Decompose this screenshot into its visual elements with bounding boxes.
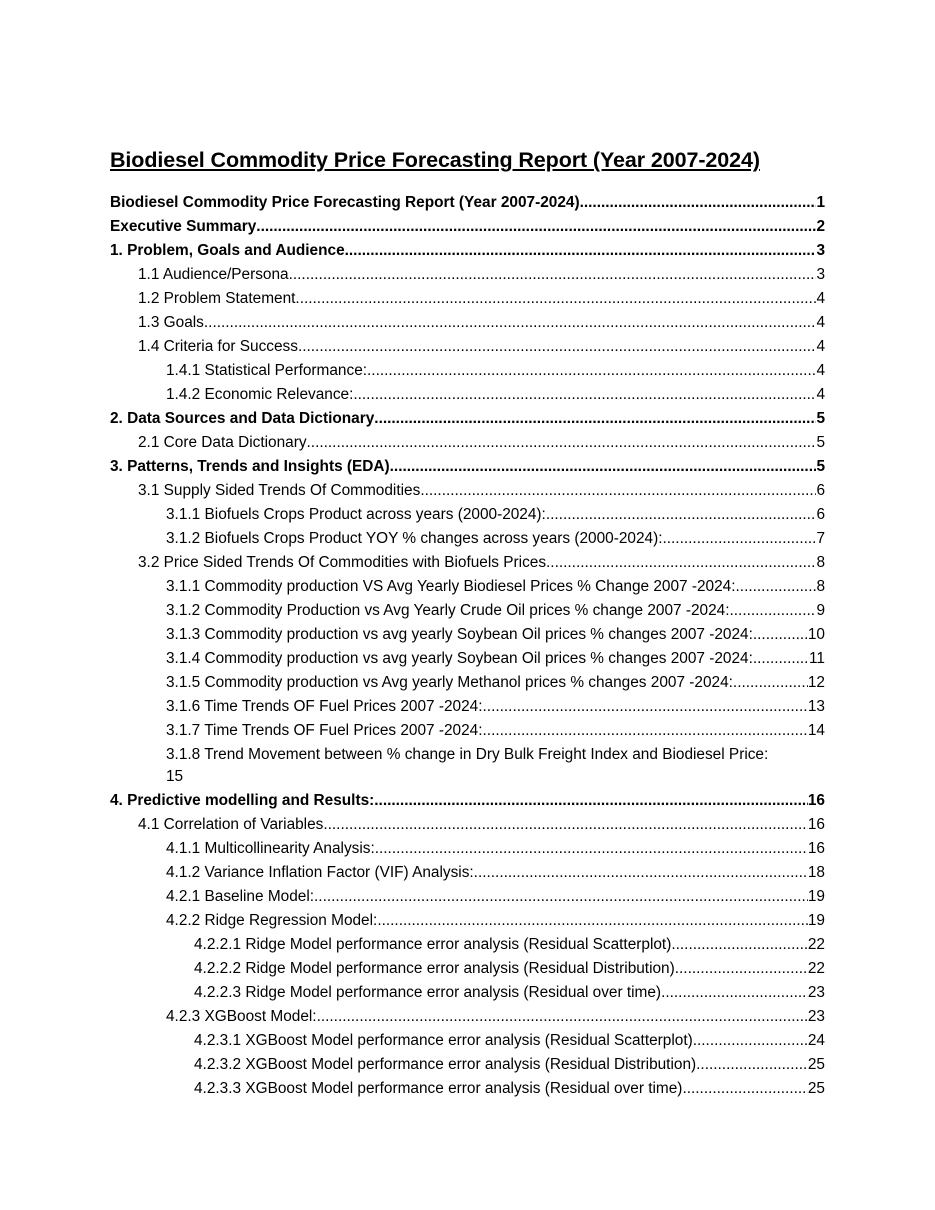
table-of-contents [110,191,825,1101]
toc-entry-title: 1.4.1 Statistical Performance: [166,362,368,379]
toc-entry[interactable] [110,909,825,933]
toc-entry-title: 4.2.1 Baseline Model: [166,888,315,905]
toc-entry[interactable] [110,311,825,335]
toc-entry[interactable] [110,551,825,575]
dot-leader [420,479,816,503]
toc-entry-page-number: 25 [807,1056,825,1073]
dot-leader [374,407,816,431]
toc-entry-title: 4.2.2.1 Ridge Model performance error analysis (Residual Scatterplot) [194,936,672,953]
toc-entry[interactable] [110,861,825,885]
toc-entry[interactable] [110,671,825,695]
toc-entry[interactable] [110,1077,825,1101]
toc-entry-page-number: 2 [816,218,825,235]
toc-entry-title: 3.1.6 Time Trends OF Fuel Prices 2007 -2024: [166,698,483,715]
toc-entry[interactable] [110,335,825,359]
toc-entry-title: 3.1.5 Commodity production vs Avg yearly Methanol prices % changes 2007 -2024: [166,674,733,691]
toc-entry-title: 4.2.3 XGBoost Model: [166,1008,317,1025]
toc-entry-page-number: 18 [807,864,825,881]
toc-entry-page-number: 13 [807,698,825,715]
toc-entry[interactable] [110,813,825,837]
toc-entry-page-number: 4 [816,362,825,379]
toc-entry-title: 3.1.4 Commodity production vs avg yearly Soybean Oil prices % changes 2007 -2024: [166,650,753,667]
toc-entry-page-number: 24 [807,1032,825,1049]
toc-entry-page-number: 8 [816,554,825,571]
dot-leader [367,359,816,383]
dot-leader [662,527,816,551]
dot-leader [375,837,808,861]
toc-entry[interactable] [110,287,825,311]
dot-leader [546,503,817,527]
toc-entry-page-number: 23 [807,1008,825,1025]
toc-entry-page-number: 5 [816,458,825,475]
toc-entry-page-number: 4 [816,338,825,355]
toc-entry[interactable] [110,695,825,719]
toc-entry[interactable] [110,789,825,813]
dot-leader [736,575,817,599]
dot-leader [483,719,808,743]
toc-entry-page-number: 11 [809,650,825,667]
toc-entry-title: 1.3 Goals [138,314,204,331]
dot-leader [204,311,817,335]
dot-leader [671,933,808,957]
toc-entry-title: 1.4 Criteria for Success [138,338,298,355]
toc-entry-page-number: 5 [816,410,825,427]
toc-entry-page-number: 4 [816,290,825,307]
toc-entry[interactable] [110,263,825,287]
toc-entry-page-number: 4 [816,314,825,331]
toc-entry-title: 4. Predictive modelling and Results: [110,792,375,809]
dot-leader [730,599,817,623]
toc-entry-title: 4.1.2 Variance Inflation Factor (VIF) Analysis: [166,864,474,881]
toc-entry-title: 3.1.7 Time Trends OF Fuel Prices 2007 -2024: [166,722,483,739]
toc-entry[interactable] [110,359,825,383]
toc-entry-title: 4.1.1 Multicollinearity Analysis: [166,840,375,857]
toc-entry-title: Executive Summary [110,218,257,235]
toc-entry-title: 4.1 Correlation of Variables [138,816,324,833]
toc-entry-page-number: 22 [807,936,825,953]
dot-leader [546,551,816,575]
toc-entry-title: 3.1.2 Biofuels Crops Product YOY % changes across years (2000-2024): [166,530,663,547]
toc-entry-page-number: 16 [807,792,825,809]
toc-entry-page-number: 6 [816,506,825,523]
toc-entry-page-number: 10 [807,626,825,643]
dot-leader [580,191,817,215]
toc-entry-page-number: 19 [807,888,825,905]
toc-entry[interactable] [110,933,825,957]
toc-entry[interactable] [110,383,825,407]
toc-entry[interactable] [110,239,825,263]
toc-entry[interactable] [110,1053,825,1077]
document-title: Biodiesel Commodity Price Forecasting Report (Year 2007-2024) [110,148,760,172]
toc-entry-title: 4.2.3.2 XGBoost Model performance error analysis (Residual Distribution) [194,1056,697,1073]
toc-entry-page-number: 8 [816,578,825,595]
toc-entry-title: 1.4.2 Economic Relevance: [166,386,354,403]
toc-entry-title: 4.2.3.1 XGBoost Model performance error analysis (Residual Scatterplot) [194,1032,693,1049]
toc-entry[interactable] [110,575,825,599]
toc-entry-page-number: 25 [807,1080,825,1097]
toc-entry-title: 4.2.2.3 Ridge Model performance error analysis (Residual over time) [194,984,662,1001]
dot-leader [693,1029,808,1053]
toc-entry-page-number: 19 [807,912,825,929]
toc-entry-page-number: 5 [816,434,825,451]
dot-leader [353,383,816,407]
toc-entry-title: 2.1 Core Data Dictionary [138,434,307,451]
toc-entry[interactable] [110,837,825,861]
toc-entry[interactable] [110,455,825,479]
toc-entry[interactable] [110,191,825,215]
toc-entry-title: 3.1 Supply Sided Trends Of Commodities [138,482,421,499]
toc-entry-page-number: 23 [807,984,825,1001]
dot-leader [307,431,817,455]
toc-entry-page-number: 15 [166,768,184,785]
dot-leader [474,861,808,885]
toc-entry-title: 3.1.3 Commodity production vs avg yearly Soybean Oil prices % changes 2007 -2024: [166,626,753,643]
toc-entry-page-number: 16 [807,840,825,857]
dot-leader [696,1053,808,1077]
toc-entry-title: 3.1.2 Commodity Production vs Avg Yearly Crude Oil prices % change 2007 -2024: [166,602,730,619]
dot-leader [295,287,816,311]
toc-entry-title: 3.1.1 Biofuels Crops Product across years (2000-2024): [166,506,546,523]
toc-entry-title: 1.1 Audience/Persona [138,266,289,283]
toc-entry-page-number: 6 [816,482,825,499]
toc-entry[interactable] [110,885,825,909]
toc-entry-title: 4.2.2.2 Ridge Model performance error analysis (Residual Distribution) [194,960,675,977]
toc-entry-title: 2. Data Sources and Data Dictionary [110,410,375,427]
toc-entry[interactable] [110,1029,825,1053]
toc-entry[interactable] [110,957,825,981]
toc-entry[interactable] [110,431,825,455]
dot-leader [317,1005,808,1029]
dot-leader [733,671,808,695]
toc-entry[interactable] [110,215,825,239]
toc-entry-page-number: 9 [816,602,825,619]
dot-leader [753,623,808,647]
dot-leader [682,1077,807,1101]
dot-leader [314,885,808,909]
toc-entry-title: 3.1.1 Commodity production VS Avg Yearly Biodiesel Prices % Change 2007 -2024: [166,578,736,595]
toc-entry-title: 4.2.2 Ridge Regression Model: [166,912,378,929]
toc-entry-title: 1.2 Problem Statement [138,290,296,307]
toc-entry[interactable] [110,647,825,671]
toc-entry-page-number: 1 [816,194,825,211]
dot-leader [377,909,808,933]
toc-entry[interactable] [110,719,825,743]
toc-entry-title: 3.2 Price Sided Trends Of Commodities with Biofuels Prices [138,554,547,571]
toc-entry[interactable] [110,407,825,431]
dot-leader [483,695,808,719]
toc-entry[interactable] [110,599,825,623]
dot-leader [753,647,809,671]
toc-entry-title: 3.1.8 Trend Movement between % change in Dry Bulk Freight Index and Biodiesel Price: [166,746,769,763]
toc-entry-page-number: 7 [816,530,825,547]
dot-leader [298,335,816,359]
toc-entry[interactable] [110,479,825,503]
toc-entry-title: Biodiesel Commodity Price Forecasting Report (Year 2007-2024) [110,194,580,211]
toc-entry-page-number: 16 [807,816,825,833]
toc-entry[interactable] [110,743,825,789]
dot-leader [345,239,817,263]
dot-leader [661,981,808,1005]
toc-entry[interactable] [110,981,825,1005]
dot-leader [675,957,808,981]
document-page [110,146,825,1101]
toc-entry[interactable] [110,623,825,647]
toc-entry-page-number: 4 [816,386,825,403]
toc-entry[interactable] [110,503,825,527]
toc-entry-page-number: 12 [807,674,825,691]
toc-entry-page-number: 3 [816,242,825,259]
dot-leader [256,215,816,239]
toc-entry-title: 3. Patterns, Trends and Insights (EDA) [110,458,390,475]
toc-entry[interactable] [110,527,825,551]
toc-entry-page-number: 22 [807,960,825,977]
dot-leader [323,813,808,837]
toc-entry[interactable] [110,1005,825,1029]
dot-leader [289,263,817,287]
dot-leader [374,789,808,813]
dot-leader [390,455,817,479]
toc-entry-page-number: 3 [816,266,825,283]
toc-entry-title: 4.2.3.3 XGBoost Model performance error analysis (Residual over time) [194,1080,683,1097]
toc-entry-page-number: 14 [807,722,825,739]
toc-entry-title: 1. Problem, Goals and Audience [110,242,345,259]
